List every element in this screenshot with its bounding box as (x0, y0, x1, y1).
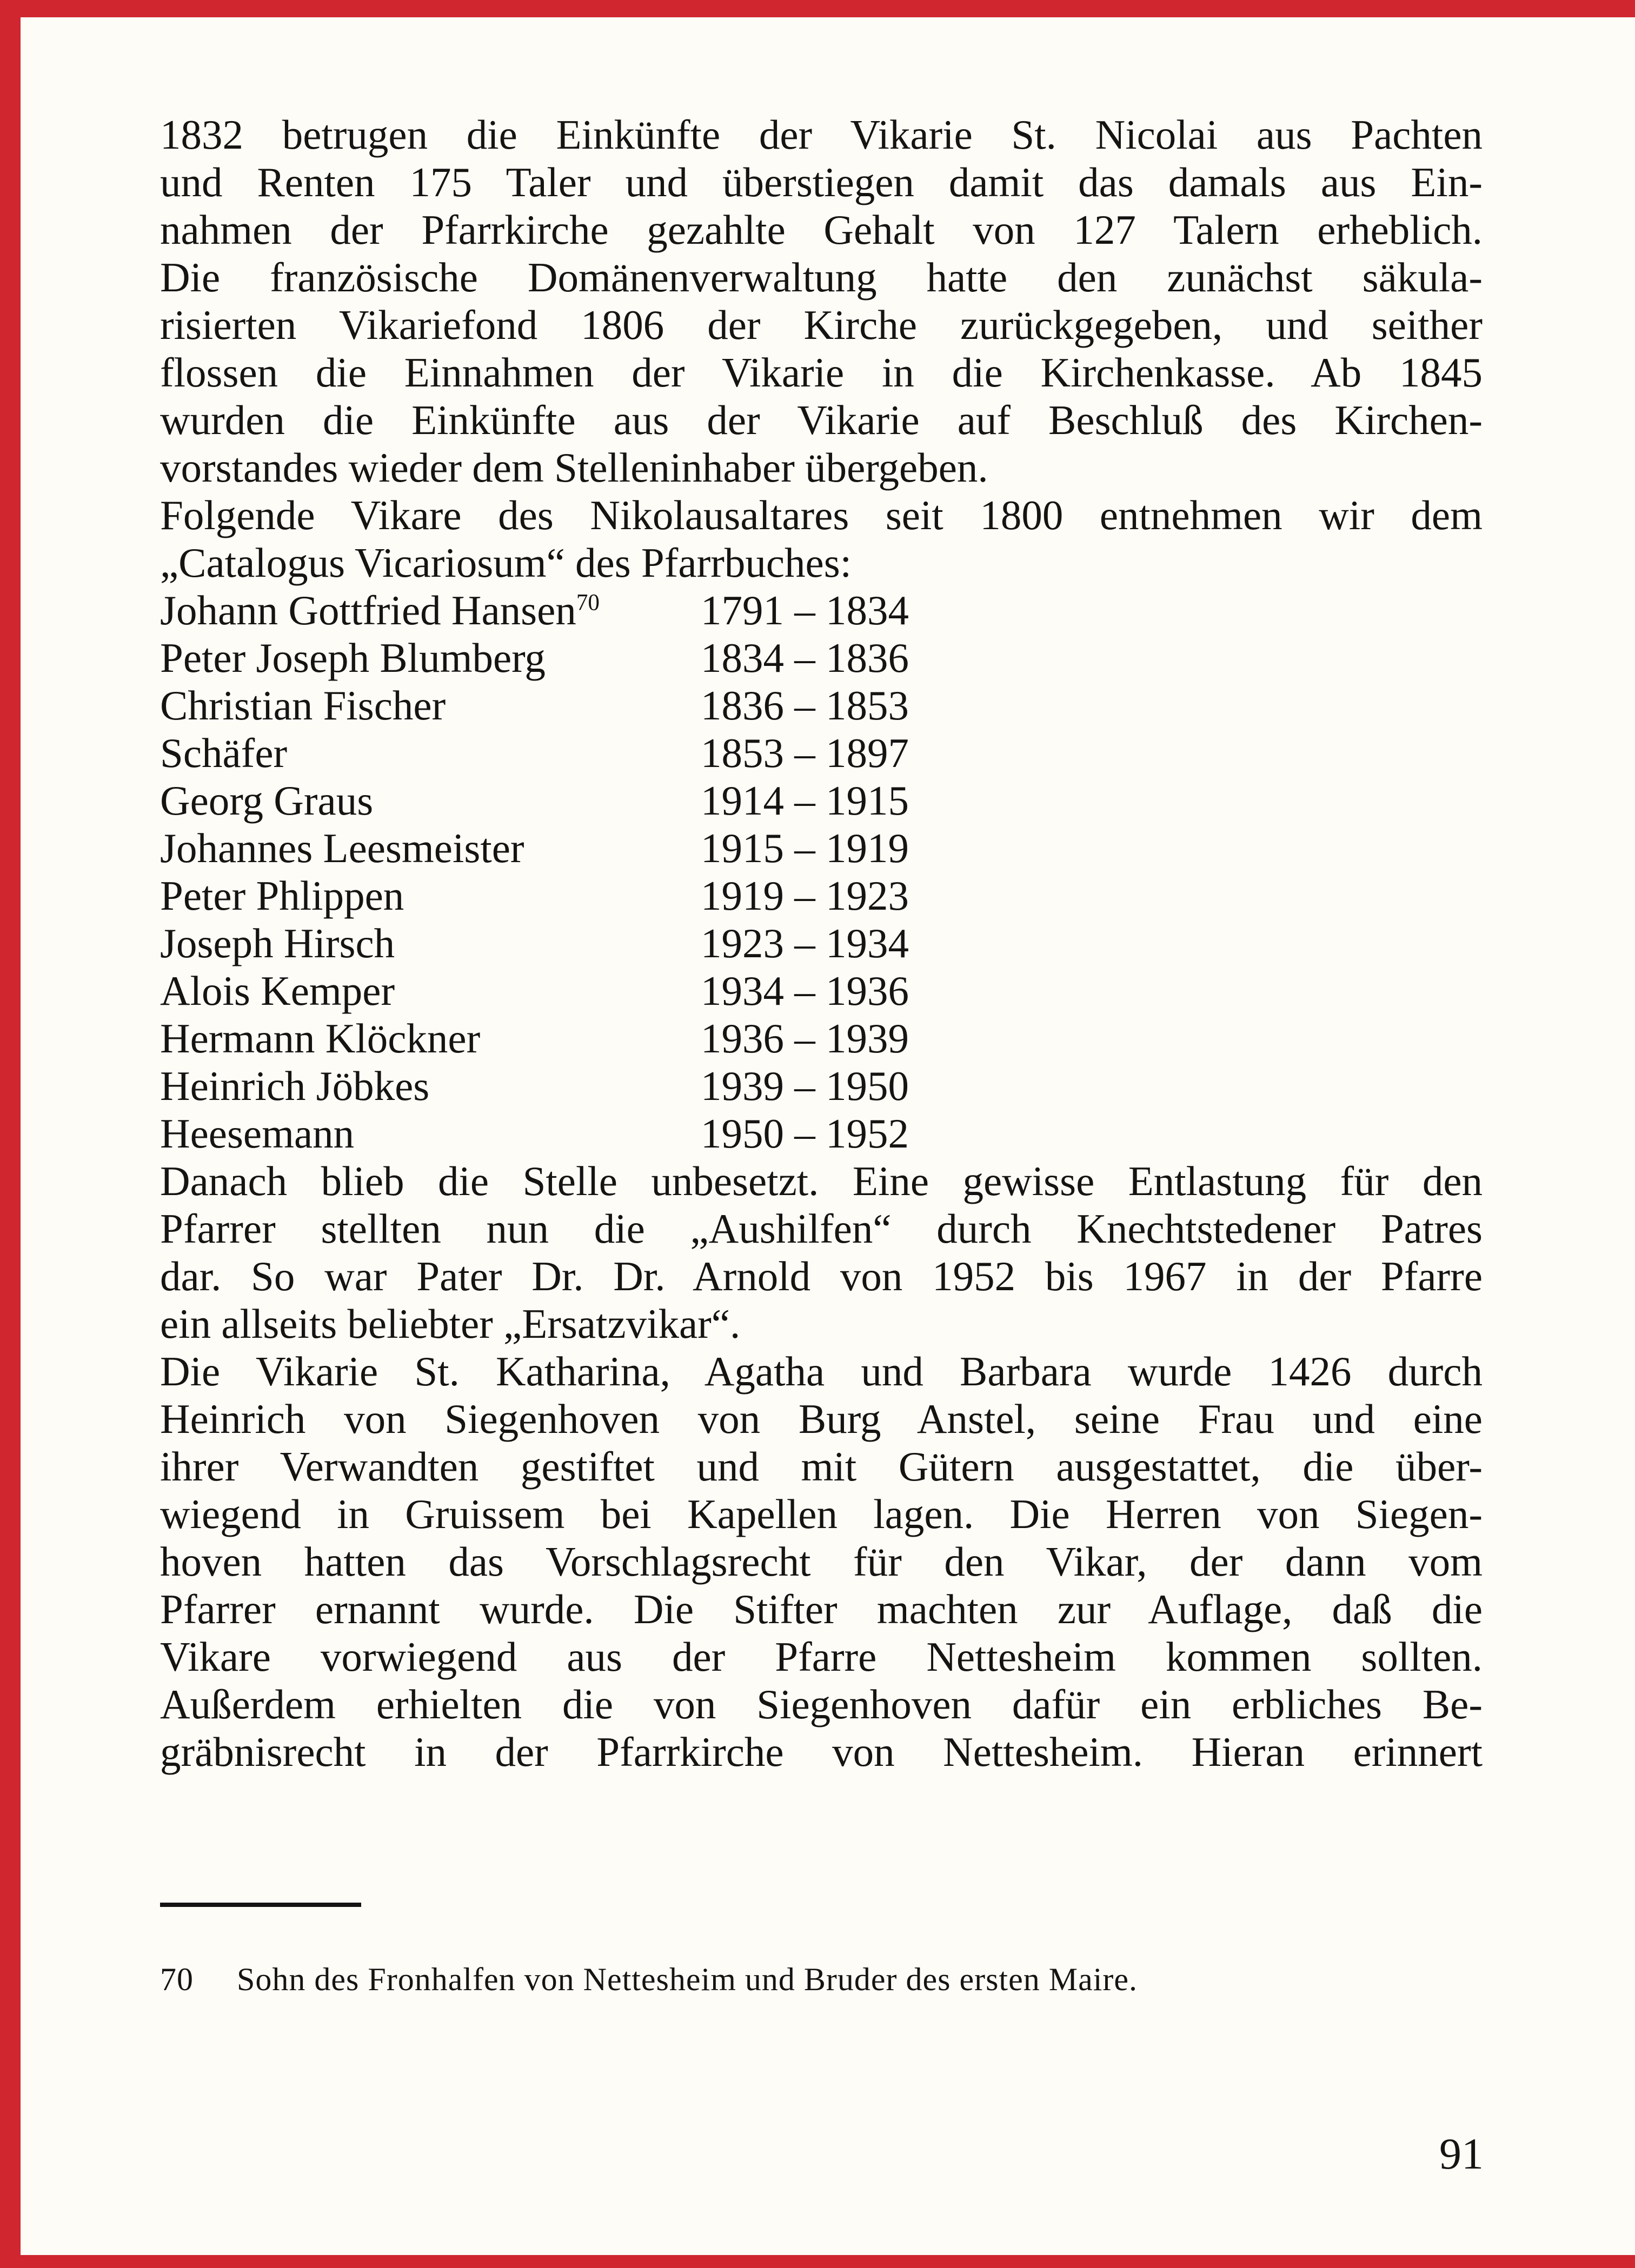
vicar-years: 1836 – 1853 (701, 682, 909, 729)
vicar-row (160, 919, 1483, 967)
text-line: Danach blieb die Stelle unbesetzt. Eine gewisse Entlastung für den (160, 1158, 1483, 1204)
paragraph (160, 491, 1483, 586)
vicar-years: 1923 – 1934 (701, 920, 909, 966)
footnote-number: 70 (160, 1962, 194, 1997)
vicar-years: 1853 – 1897 (701, 730, 909, 776)
vicar-name: Christian Fischer (160, 682, 446, 729)
vicar-row (160, 586, 1483, 634)
vicar-years: 1914 – 1915 (701, 777, 909, 824)
vicar-years: 1939 – 1950 (701, 1063, 909, 1109)
vicar-row (160, 634, 1483, 682)
footnote-text: Sohn des Fronhalfen von Nettesheim und Bruder des ersten Maire. (237, 1962, 1138, 1997)
vicar-row (160, 967, 1483, 1015)
text-line: und Renten 175 Taler und überstiegen damit das damals aus Ein- (160, 159, 1483, 205)
vicar-name: Peter Phlippen (160, 872, 404, 919)
text-line: nahmen der Pfarrkirche gezahlte Gehalt von 127 Talern erheblich. (160, 206, 1483, 253)
text-line: Die Vikarie St. Katharina, Agatha und Barbara wurde 1426 durch (160, 1348, 1483, 1395)
text-line: Folgende Vikare des Nikolausaltares seit 1800 entnehmen wir dem (160, 492, 1483, 538)
scan-edge-left (0, 0, 21, 2268)
vicar-years: 1834 – 1836 (701, 635, 909, 681)
text-line: Die französische Domänenverwaltung hatte den zunächst säkula- (160, 254, 1483, 301)
text-line: „Catalogus Vicariosum“ des Pfarrbuches: (160, 539, 852, 586)
text-line: Pfarrer ernannt wurde. Die Stifter machten zur Auflage, daß die (160, 1586, 1483, 1632)
vicar-name: Schäfer (160, 730, 288, 776)
vicar-name: Hermann Klöckner (160, 1015, 481, 1062)
text-line: hoven hatten das Vorschlagsrecht für den Vikar, der dann vom (160, 1538, 1483, 1585)
scan-edge-top (0, 0, 1635, 17)
text-line: Heinrich von Siegenhoven von Burg Anstel, seine Frau und eine (160, 1396, 1483, 1442)
vicar-years: 1791 – 1834 (701, 587, 909, 633)
vicar-name: Heesemann (160, 1110, 355, 1157)
text-line: ihrer Verwandten gestiftet und mit Gütern ausgestattet, die über- (160, 1443, 1483, 1490)
vicar-list (160, 586, 1483, 1157)
vicar-row (160, 729, 1483, 777)
text-line: Vikare vorwiegend aus der Pfarre Nettesheim kommen sollten. (160, 1633, 1483, 1680)
vicar-name: Peter Joseph Blumberg (160, 635, 546, 681)
vicar-name: Heinrich Jöbkes (160, 1063, 430, 1109)
vicar-years: 1934 – 1936 (701, 968, 909, 1014)
text-line: Außerdem erhielten die von Siegenhoven dafür ein erbliches Be- (160, 1681, 1483, 1727)
footnote (160, 1959, 1483, 1999)
vicar-row (160, 1110, 1483, 1157)
vicar-years: 1919 – 1923 (701, 872, 909, 919)
vicar-row (160, 1015, 1483, 1062)
text-line: wurden die Einkünfte aus der Vikarie auf Beschluß des Kirchen- (160, 397, 1483, 443)
vicar-row (160, 777, 1483, 824)
page-number: 91 (1439, 2129, 1484, 2178)
vicar-row (160, 872, 1483, 919)
text-line: 1832 betrugen die Einkünfte der Vikarie St. Nicolai aus Pachten (160, 111, 1483, 158)
text-line: flossen die Einnahmen der Vikarie in die Kirchenkasse. Ab 1845 (160, 349, 1483, 396)
text-line: wiegend in Gruissem bei Kapellen lagen. Die Herren von Siegen- (160, 1491, 1483, 1537)
text-line: Pfarrer stellten nun die „Aushilfen“ durch Knechtstedener Patres (160, 1205, 1483, 1252)
vicar-years: 1936 – 1939 (701, 1015, 909, 1062)
scan-edge-bottom (0, 2255, 1635, 2268)
vicar-years: 1915 – 1919 (701, 825, 909, 871)
vicar-row (160, 682, 1483, 729)
vicar-name: Alois Kemper (160, 968, 395, 1014)
vicar-row (160, 1062, 1483, 1110)
paragraph (160, 1348, 1483, 1776)
text-line: risierten Vikariefond 1806 der Kirche zurückgegeben, und seither (160, 302, 1483, 348)
footnote-ref: 70 (576, 590, 600, 616)
vicar-name: Johann Gottfried Hansen$^{70}$ (160, 587, 600, 633)
vicar-name: Joseph Hirsch (160, 920, 395, 966)
paragraph (160, 1157, 1483, 1348)
footnote-divider (160, 1903, 361, 1907)
text-block (160, 111, 1483, 1776)
vicar-row (160, 824, 1483, 872)
paragraph (160, 111, 1483, 491)
vicar-years: 1950 – 1952 (701, 1110, 909, 1157)
text-line: vorstandes wieder dem Stelleninhaber übergeben. (160, 444, 988, 491)
text-line: ein allseits beliebter „Ersatzvikar“. (160, 1300, 741, 1347)
vicar-name: Georg Graus (160, 777, 374, 824)
text-line: dar. So war Pater Dr. Dr. Arnold von 1952 bis 1967 in der Pfarre (160, 1253, 1483, 1299)
text-line: gräbnisrecht in der Pfarrkirche von Nettesheim. Hieran erinnert (160, 1729, 1483, 1775)
vicar-name: Johannes Leesmeister (160, 825, 524, 871)
